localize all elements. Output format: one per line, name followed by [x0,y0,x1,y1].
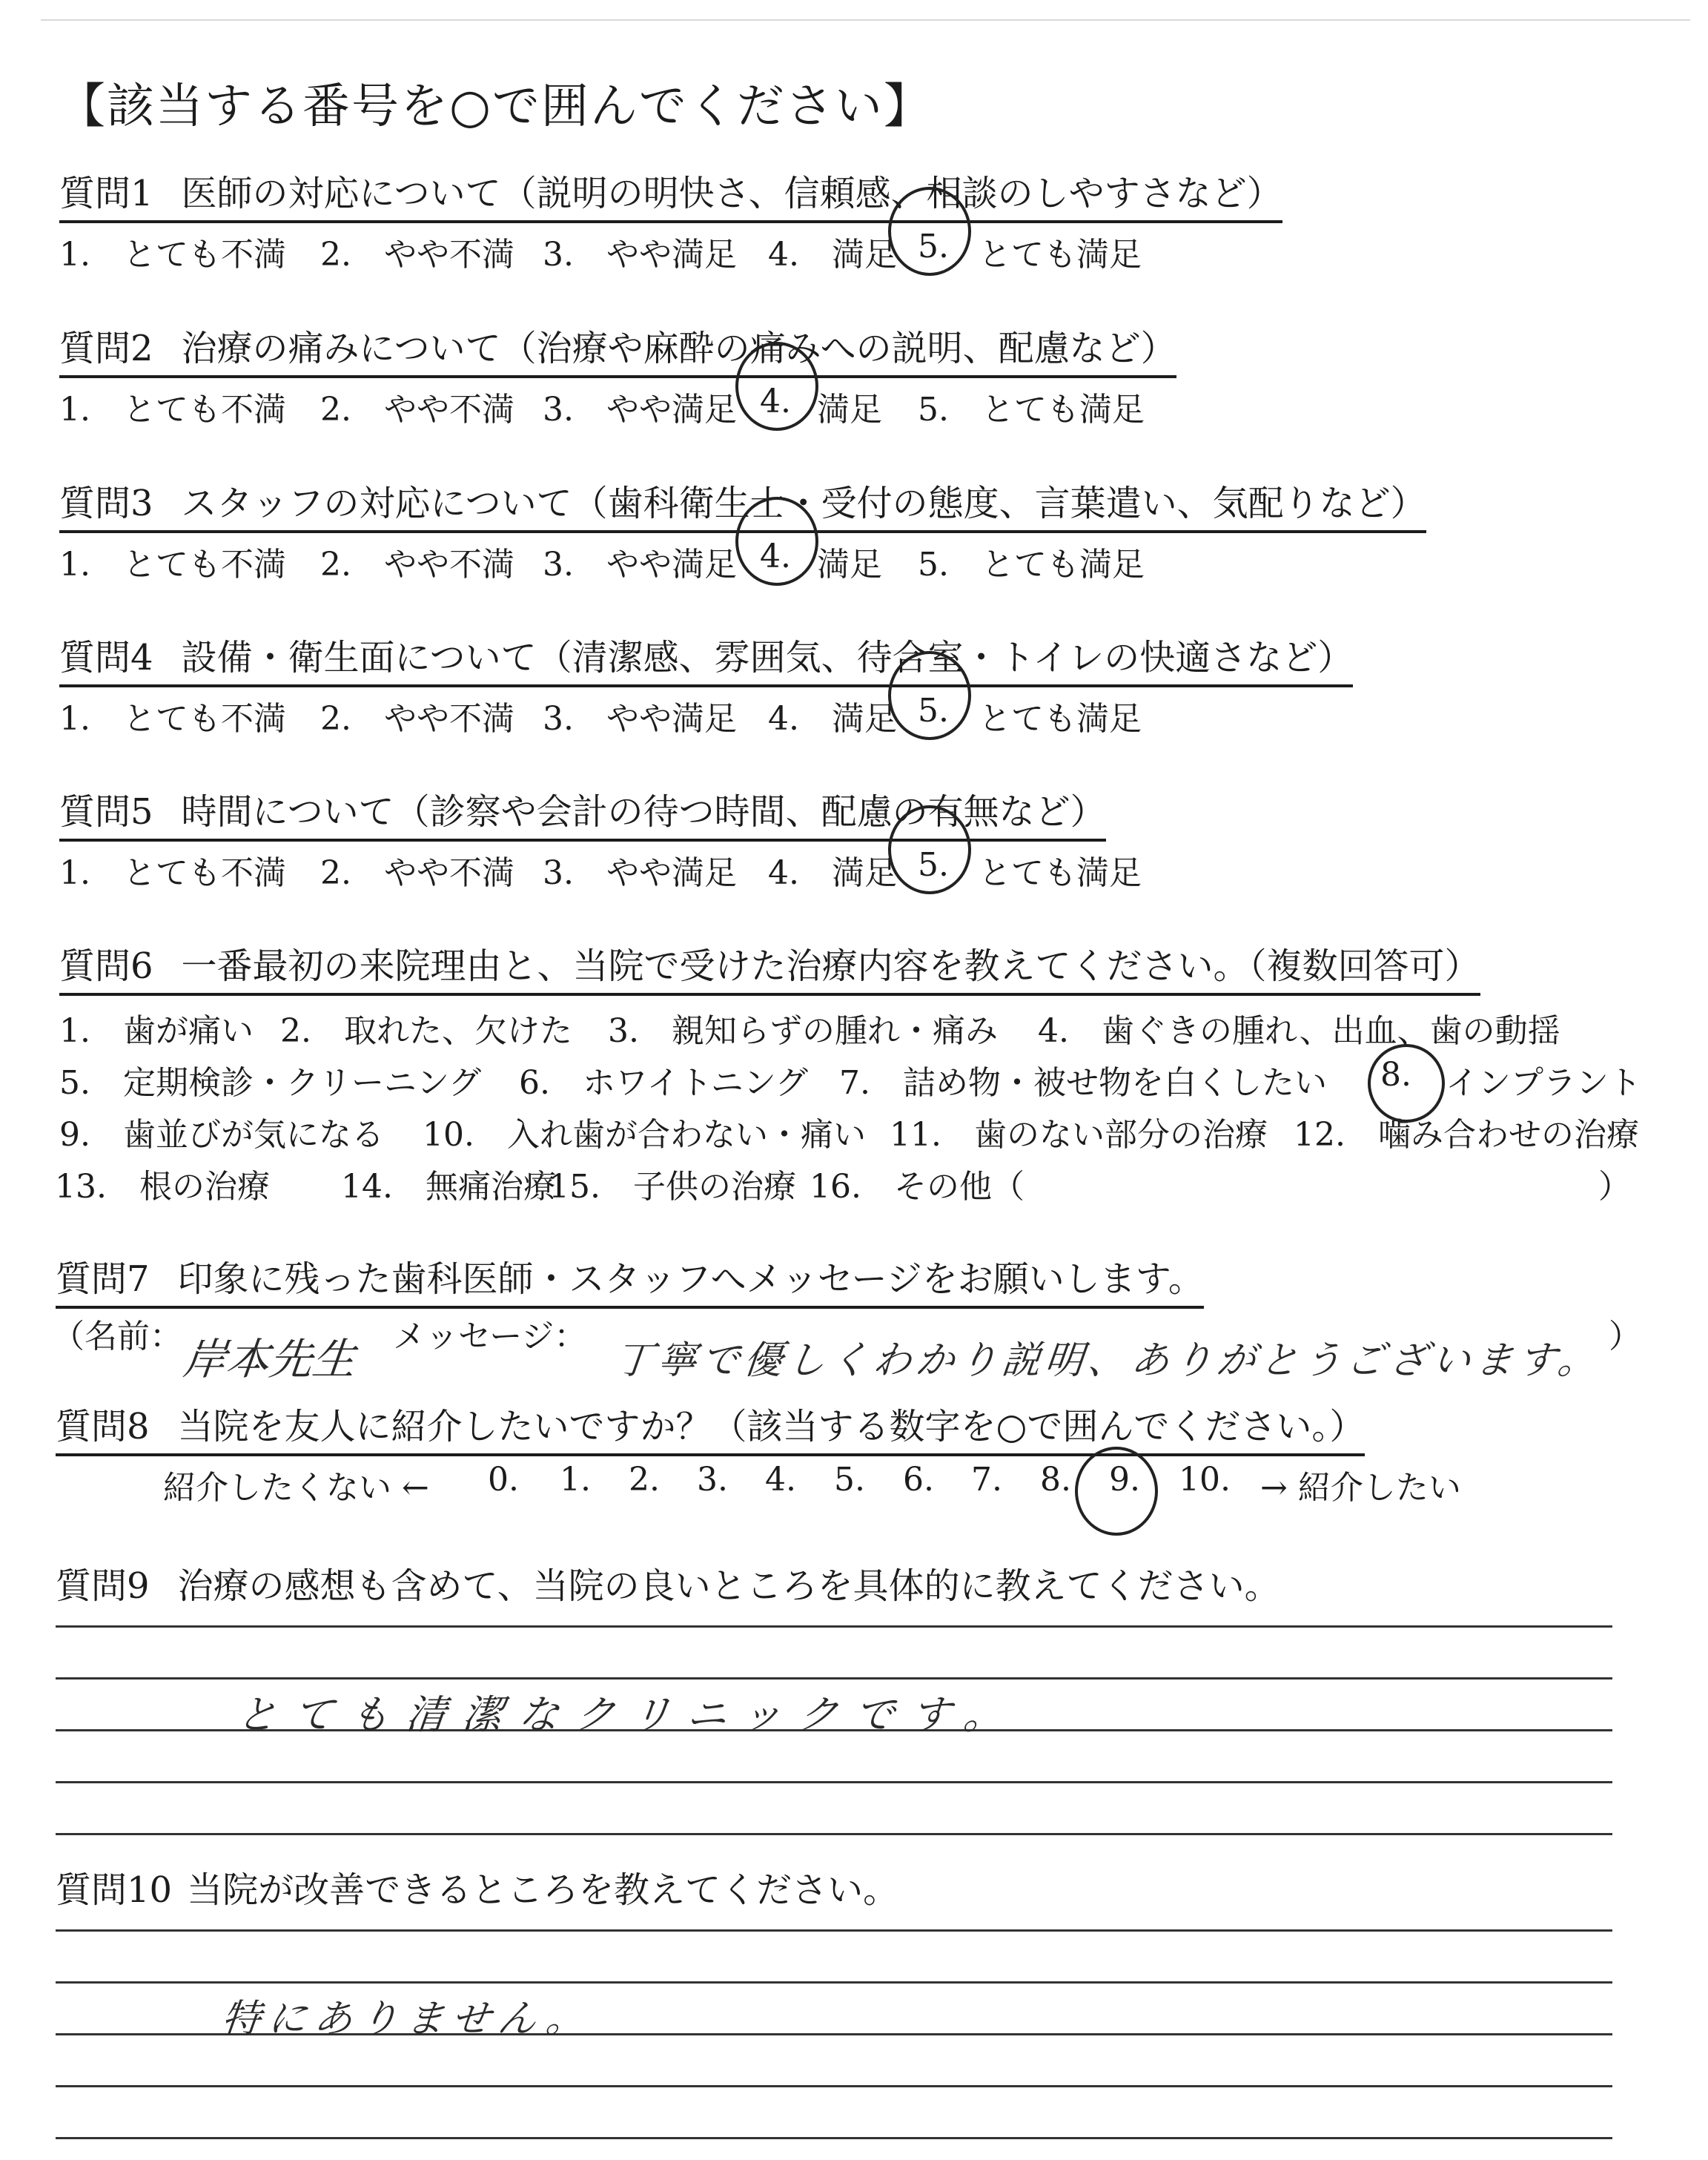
answer-rule [56,2137,1612,2139]
option-4[interactable]: 4. [760,538,791,575]
question-text: 当院を友人に紹介したいですか？（該当する数字を○で囲んでください。） [177,1406,1366,1447]
option-5[interactable]: 5. 定期検診・クリーニング [59,1064,482,1102]
question-number: 質問10 [56,1869,173,1911]
question-text: 医師の対応について（説明の明快さ、信頼感、相談のしやすさなど） [181,173,1282,214]
question-7-title [56,1250,1204,1309]
question-text: 一番最初の来院理由と、当院で受けた治療内容を教えてください。（複数回答可） [181,945,1480,987]
question-number: 質問2 [59,328,153,369]
option-4[interactable]: 4. 満足 [768,854,897,892]
option-1[interactable]: 1. とても不満 [59,700,286,738]
scale-1[interactable]: 1. [560,1461,591,1499]
question-number: 質問5 [59,791,153,833]
option-4-label: 満足 [817,391,882,429]
option-2[interactable]: 2. やや不満 [320,700,514,738]
option-8[interactable]: 8. [1380,1056,1411,1094]
option-5[interactable]: 5. [918,846,949,884]
question-10-title [56,1861,898,1917]
scale-6[interactable]: 6. [903,1461,934,1499]
question-9-title [56,1557,1280,1613]
option-5[interactable]: 5. [918,692,949,730]
option-1[interactable]: 1. とても不満 [59,236,286,274]
option-5[interactable]: 5. とても満足 [918,546,1145,584]
option-4-label: 満足 [817,546,882,584]
question-4-title [59,629,1353,687]
option-3[interactable]: 3. やや満足 [543,854,737,892]
option-1[interactable]: 1. とても不満 [59,546,286,584]
option-2[interactable]: 2. やや不満 [320,391,514,429]
name-handwritten[interactable]: 岸本先生 [180,1334,359,1384]
scale-4[interactable]: 4. [765,1461,796,1499]
option-5[interactable]: 5. [918,228,949,265]
option-1[interactable]: 1. 歯が痛い [59,1012,254,1050]
question-number: 質問4 [59,637,153,678]
option-4[interactable]: 4. 歯ぐきの腫れ、出血、歯の動揺 [1038,1012,1560,1050]
option-7[interactable]: 7. 詰め物・被せ物を白くしたい [839,1064,1327,1102]
name-label: （名前： [52,1318,182,1355]
top-divider [41,19,1690,21]
answer-rule [56,1677,1612,1680]
answer-rule [56,1981,1612,1984]
option-11[interactable]: 11. 歯のない部分の治療 [890,1116,1268,1154]
scale-7[interactable]: 7. [971,1461,1002,1499]
question-number: 質問7 [56,1258,150,1300]
option-4[interactable]: 4. 満足 [768,700,897,738]
question-number: 質問9 [56,1565,150,1607]
message-handwritten[interactable]: 丁寧で優しくわかり説明、ありがとうございます。 [612,1338,1603,1383]
question-text: 治療の感想も含めて、当院の良いところを具体的に教えてください。 [177,1565,1280,1607]
option-1[interactable]: 1. とても不満 [59,391,286,429]
option-4[interactable]: 4. 満足 [768,236,897,274]
option-2[interactable]: 2. 取れた、欠けた [280,1012,572,1050]
option-2[interactable]: 2. やや不満 [320,546,514,584]
option-5[interactable]: 5. とても満足 [918,391,1145,429]
option-13[interactable]: 13. 根の治療 [55,1168,270,1206]
option-3[interactable]: 3. やや満足 [543,700,737,738]
message-label: メッセージ： [393,1318,587,1355]
question-text: 治療の痛みについて（治療や麻酔の痛みへの説明、配慮など） [181,328,1176,369]
answer-handwritten[interactable]: とても清潔なクリニックです。 [234,1691,1023,1738]
scale-left-label: 紹介したくない ← [163,1469,429,1507]
answer-handwritten[interactable]: 特にありません。 [219,1997,595,2041]
option-6[interactable]: 6. ホワイトニング [519,1064,809,1102]
scale-5[interactable]: 5. [834,1461,865,1499]
scale-0[interactable]: 0. [488,1461,519,1499]
other-close-paren: ） [1598,1168,1631,1206]
option-12[interactable]: 12. 噛み合わせの治療 [1294,1116,1639,1154]
question-text: 時間について（診察や会計の待つ時間、配慮の有無など） [181,791,1106,833]
answer-rule [56,1929,1612,1932]
option-8-label: インプラント [1446,1064,1641,1102]
option-5-label: とても満足 [979,236,1142,274]
question-text: 当院が改善できるところを教えてください。 [187,1869,899,1911]
answer-rule [56,2085,1612,2087]
option-10[interactable]: 10. 入れ歯が合わない・痛い [423,1116,866,1154]
scale-9[interactable]: 9. [1109,1461,1140,1499]
question-number: 質問8 [56,1406,150,1447]
question-text: 設備・衛生面について（清潔感、雰囲気、待合室・トイレの快適さなど） [181,637,1354,678]
question-number: 質問6 [59,945,153,987]
option-3[interactable]: 3. やや満足 [543,546,737,584]
question-6-title [59,937,1480,996]
option-14[interactable]: 14. 無痛治療 [341,1168,556,1206]
question-text: 印象に残った歯科医師・スタッフへメッセージをお願いします。 [177,1258,1204,1300]
page-title: 【該当する番号を○で囲んでください】 [58,79,933,134]
scale-3[interactable]: 3. [697,1461,728,1499]
question-2-title [59,320,1176,378]
option-16[interactable]: 16. その他（ [810,1168,1025,1206]
question-number: 質問1 [59,173,153,214]
scale-right-label: → 紹介したい [1260,1469,1461,1507]
option-4[interactable]: 4. [760,383,791,420]
question-number: 質問3 [59,483,153,524]
option-1[interactable]: 1. とても不満 [59,854,286,892]
option-3[interactable]: 3. 親知らずの腫れ・痛み [608,1012,998,1050]
option-2[interactable]: 2. やや不満 [320,236,514,274]
question-8-title [56,1398,1365,1456]
answer-rule [56,1833,1612,1835]
answer-rule [56,1625,1612,1628]
message-close-paren: ） [1609,1318,1641,1355]
answer-rule [56,1781,1612,1783]
question-3-title [59,475,1426,533]
scale-8[interactable]: 8. [1040,1461,1071,1499]
option-15[interactable]: 15. 子供の治療 [549,1168,796,1206]
option-5-label: とても満足 [979,700,1142,738]
question-1-title [59,165,1282,223]
option-5-label: とても満足 [979,854,1142,892]
option-3[interactable]: 3. やや満足 [543,391,737,429]
scale-10[interactable]: 10. [1179,1461,1231,1499]
option-3[interactable]: 3. やや満足 [543,236,737,274]
option-9[interactable]: 9. 歯並びが気になる [59,1116,384,1154]
scale-2[interactable]: 2. [629,1461,660,1499]
question-text: スタッフの対応について（歯科衛生士・受付の態度、言葉遣い、気配りなど） [181,483,1426,524]
option-2[interactable]: 2. やや不満 [320,854,514,892]
question-5-title [59,783,1106,842]
